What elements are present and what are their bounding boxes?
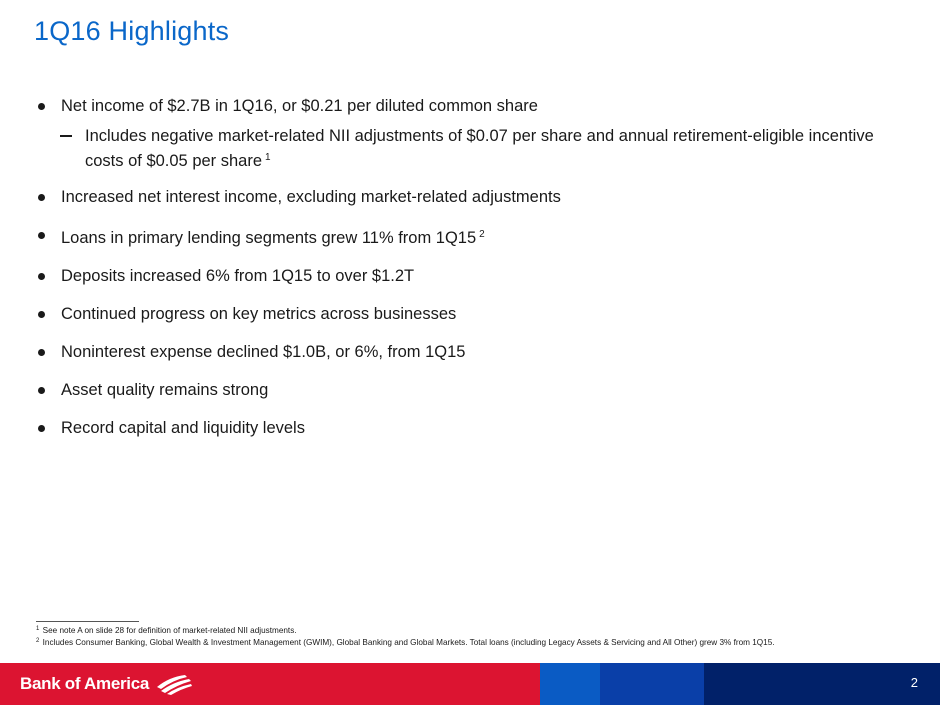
bullet-text: Asset quality remains strong — [61, 381, 269, 399]
footnote-ref: 1 — [265, 152, 271, 163]
slide-title: 1Q16 Highlights — [34, 16, 230, 46]
bullet-text: Continued progress on key metrics across businesses — [61, 305, 457, 323]
bullet-text: Net income of $2.7B in 1Q16, or $0.21 per diluted common share — [61, 97, 538, 115]
sub-bullet-text: Includes negative market-related NII adjustments of $0.07 per share and annual retirement-eligible incentive costs of $0.05 per share — [85, 127, 874, 170]
bullet-text: Increased net interest income, excluding market-related adjustments — [61, 188, 561, 206]
bullet-text: Noninterest expense declined $1.0B, or 6%, from 1Q15 — [61, 343, 466, 361]
footnote-ref: 2 — [479, 229, 485, 240]
bullet-text: Record capital and liquidity levels — [61, 419, 305, 437]
bullet-item — [36, 417, 916, 439]
bullet-item — [36, 224, 916, 249]
footer-bar — [0, 663, 940, 705]
footnote-number: 1 — [36, 626, 40, 632]
bullet-list — [36, 95, 916, 439]
bullet-dot-icon — [38, 311, 45, 318]
logo-text: Bank of America — [20, 674, 150, 693]
bullet-item — [36, 265, 916, 287]
bullet-text: Deposits increased 6% from 1Q15 to over $1.2T — [61, 267, 415, 285]
bullet-dot-icon — [38, 425, 45, 432]
bullet-dot-icon — [38, 387, 45, 394]
footnote-number: 2 — [36, 638, 40, 644]
flag-icon — [155, 673, 193, 695]
bullet-dot-icon — [38, 273, 45, 280]
sub-bullet-item — [36, 125, 905, 172]
page-number: 2 — [910, 675, 918, 690]
bullet-dot-icon — [38, 232, 45, 239]
bullet-item — [36, 303, 916, 325]
bullet-item — [36, 95, 916, 117]
dash-icon — [60, 135, 72, 137]
footnote-divider — [36, 621, 139, 622]
bank-of-america-logo — [20, 673, 193, 695]
bullet-item — [36, 379, 916, 401]
bullet-item — [36, 341, 916, 363]
footer-blue-segment — [540, 663, 600, 705]
footnote-text: See note A on slide 28 for definition of market-related NII adjustments. — [42, 626, 297, 635]
footer-navy-segment — [704, 663, 940, 705]
footnote — [36, 624, 916, 636]
bullet-dot-icon — [38, 194, 45, 201]
bullet-item — [36, 186, 916, 208]
footer-dark-blue-segment — [600, 663, 704, 705]
bullet-dot-icon — [38, 349, 45, 356]
footnotes — [36, 621, 916, 648]
bullet-text: Loans in primary lending segments grew 11% from 1Q15 — [61, 229, 477, 247]
footnote — [36, 636, 916, 648]
footer-red-segment — [0, 663, 540, 705]
bullet-dot-icon — [38, 103, 45, 110]
footnote-text: Includes Consumer Banking, Global Wealth & Investment Management (GWIM), Global Banking and Global Markets. Total loans (including Legacy Assets & Servicing and All Other) grew 3% from 1Q15. — [42, 638, 775, 647]
